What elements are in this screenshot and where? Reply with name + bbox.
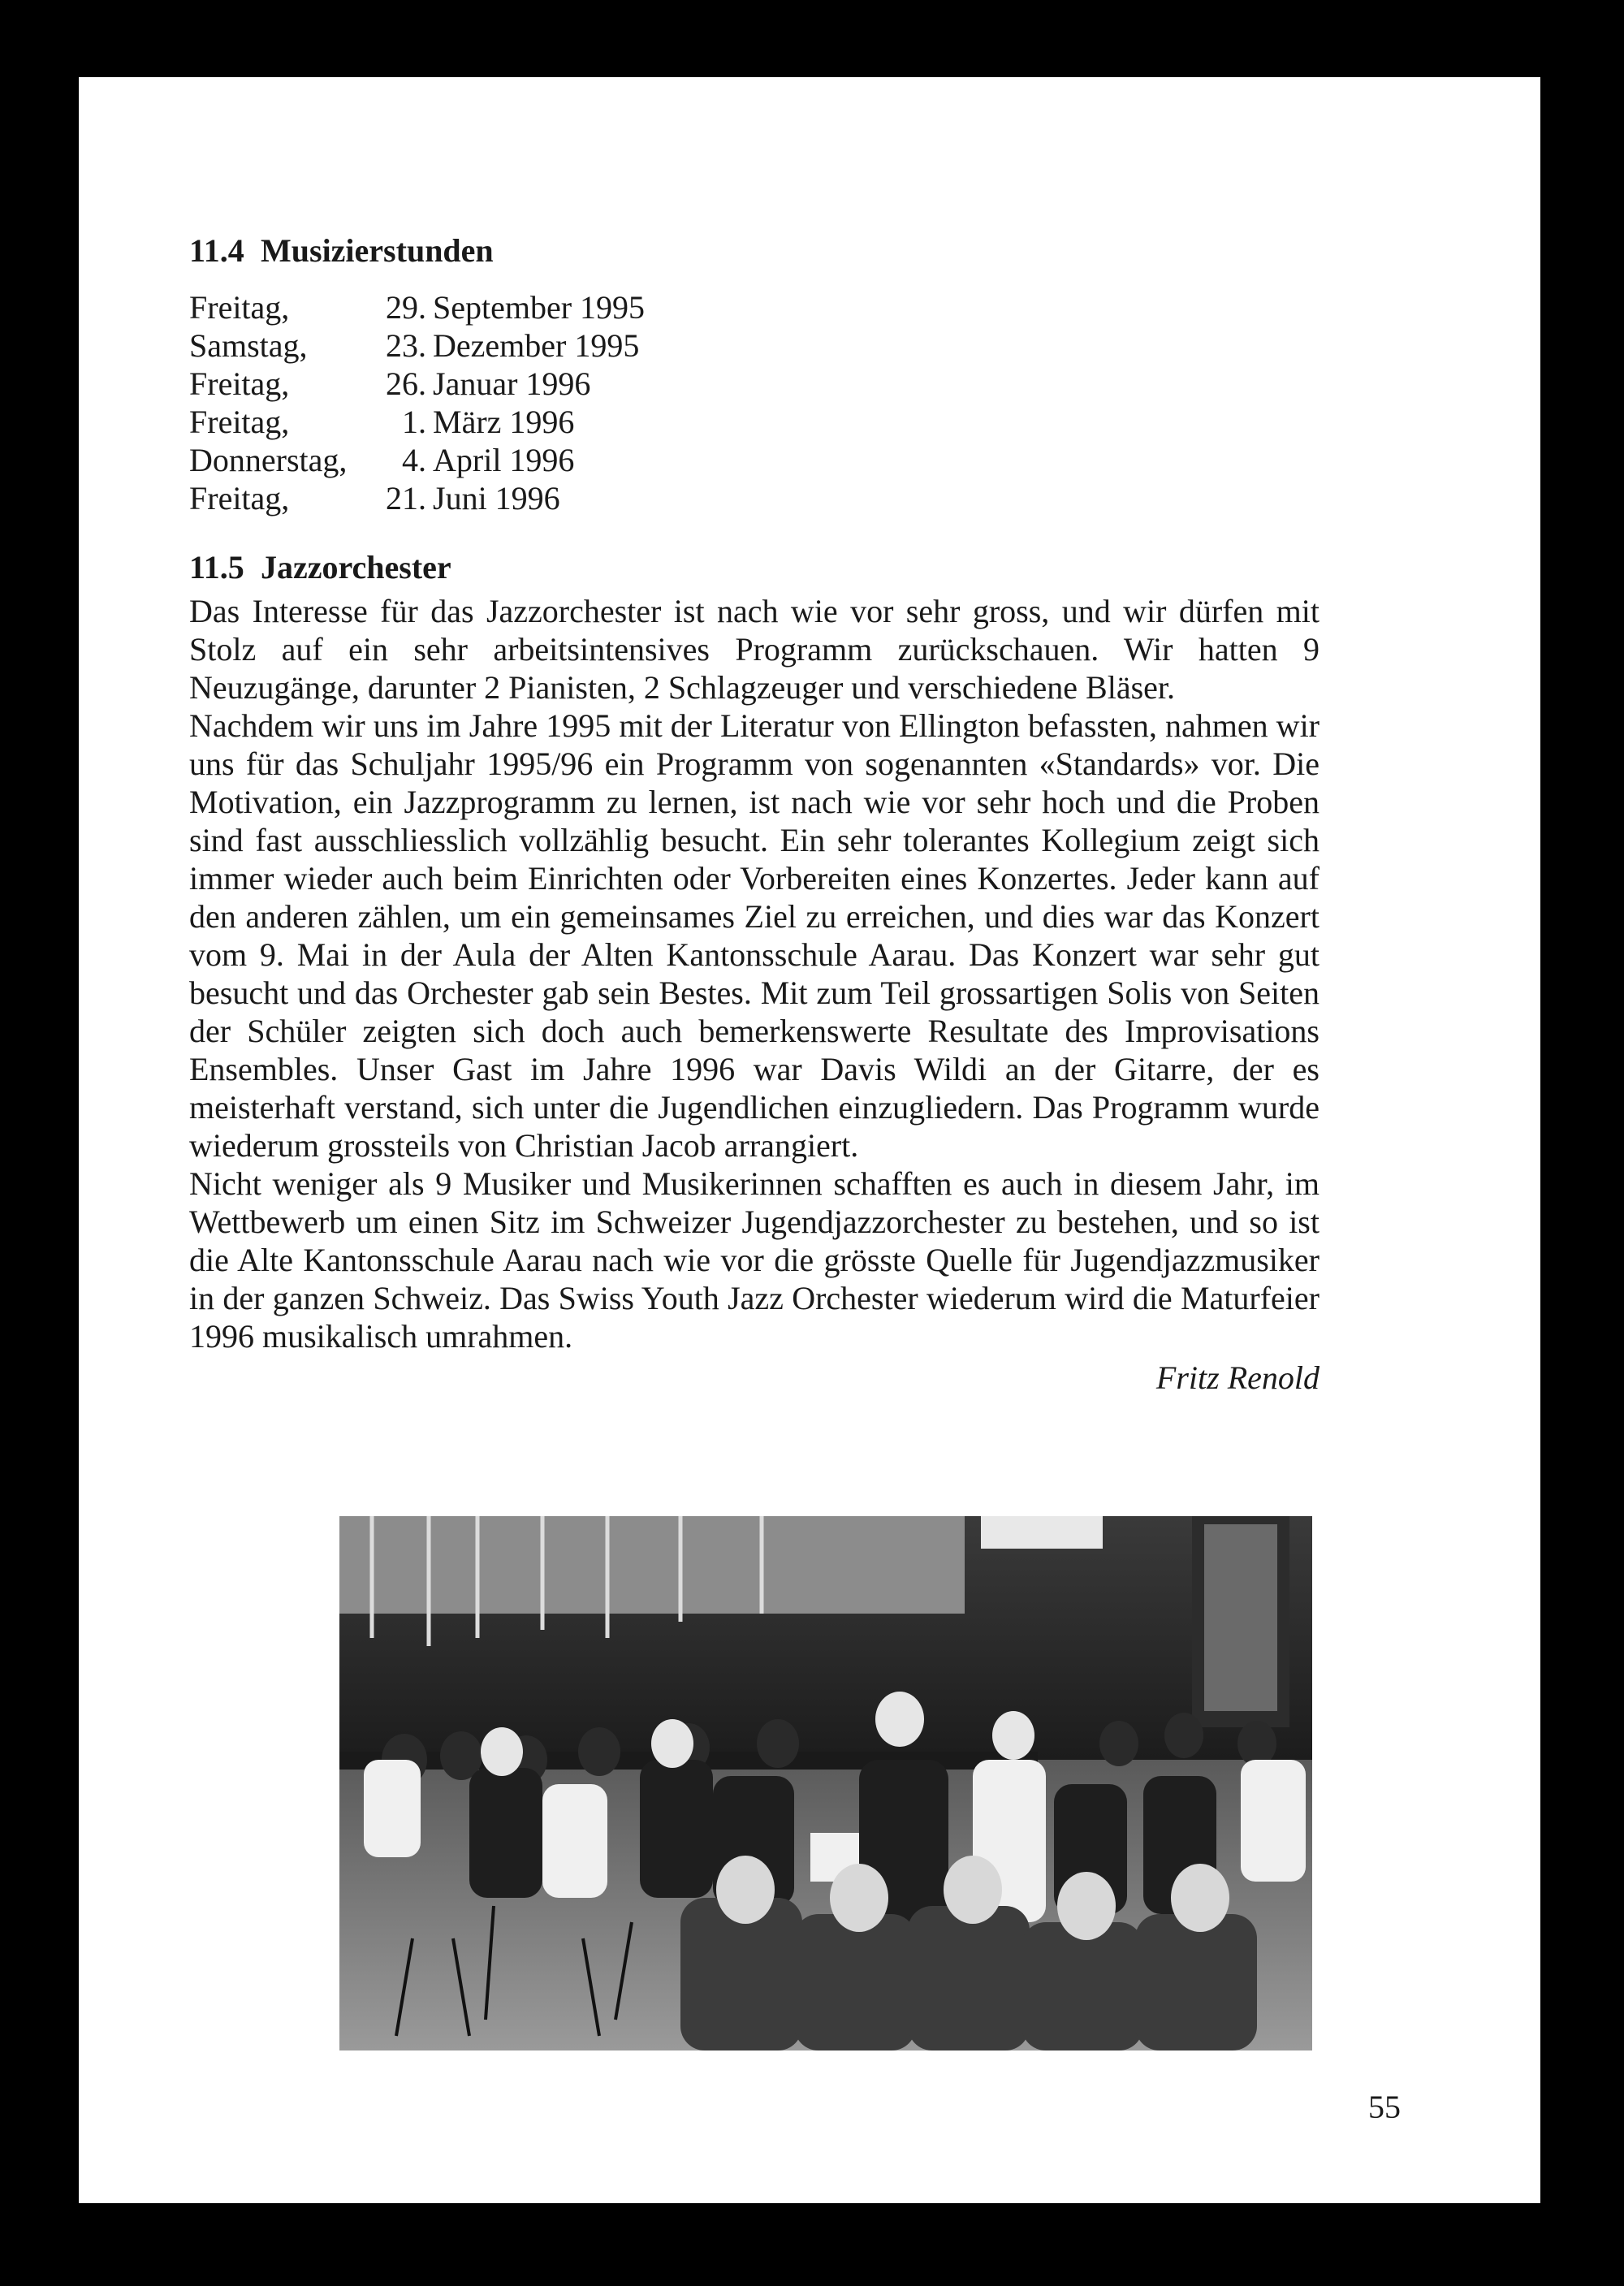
orchestra-photo [339,1516,1312,2050]
schedule-row [189,403,1320,441]
schedule-row [189,365,1320,403]
paragraph: Nachdem wir uns im Jahre 1995 mit der Literatur von Ellington befassten, nahmen wir uns für das Schuljahr 1995/96 ein Programm von sogenannten «Standards» vor. Die Motivation, ein Jazzprogramm zu lernen, ist nach wie vor sehr hoch und die Proben sind fast ausschliesslich vollzählig besucht. Ein sehr tolerantes Kollegium zeigt sich immer wieder auch beim Einrichten oder Vorbereiten eines Konzertes. Jeder kann auf den anderen zählen, um ein gemeinsames Ziel zu erreichen, und dies war das Konzert vom 9. Mai in der Aula der Alten Kantonsschule Aarau. Das Konzert war sehr gut besucht und das Orchester gab sein Bestes. Mit zum Teil grossartigen Solis von Seiten der Schüler zeigten sich doch auch bemerkenswerte Resultate des Improvisations Ensembles. Unser Gast im Jahre 1996 war Davis Wildi an der Gitarre, der es meisterhaft verstand, sich unter die Jugendlichen einzugliedern. Das Programm wurde wiederum grossteils von Christian Jacob arrangiert. [189,707,1320,1164]
document-page [79,77,1540,2203]
schedule-row [189,441,1320,479]
schedule-date-number: 1. [402,404,426,440]
paragraph: Das Interesse für das Jazzorchester ist nach wie vor sehr gross, und wir dürfen mit Stolz auf ein sehr arbeitsintensives Programm zurückschauen. Wir hatten 9 Neuzugänge, darunter 2 Pianisten, 2 Schlagzeuger und verschiedene Bläser. [189,593,1320,706]
article-body [189,592,1320,1355]
schedule-day: Freitag, [189,365,290,402]
schedule-date-number: 4. [402,442,426,478]
page-number: 55 [1368,2089,1401,2125]
author-signature: Fritz Renold [1155,1359,1320,1396]
schedule-date-number: 26. [386,365,426,402]
schedule-row [189,288,1320,326]
schedule-day: Donnerstag, [189,442,348,478]
schedule-list [189,288,1320,517]
schedule-month-year: Juni 1996 [433,480,560,516]
schedule-day: Freitag, [189,404,290,440]
paragraph: Nicht weniger als 9 Musiker und Musikerinnen schafften es auch in diesem Jahr, im Wettbewerb um einen Sitz im Schweizer Jugendjazzorchester zu bestehen, und so ist die Alte Kantonsschule Aarau nach wie vor die grösste Quelle für Jugendjazzmusiker in der ganzen Schweiz. Das Swiss Youth Jazz Orchester wiederum wird die Maturfeier 1996 musikalisch umrahmen. [189,1165,1320,1355]
schedule-month-year: März 1996 [433,404,575,440]
schedule-row [189,479,1320,517]
section-number: 11.4 [189,232,244,269]
section-title: Musizierstunden [261,232,494,269]
schedule-date-number: 21. [386,480,426,516]
section-title: Jazzorchester [261,549,451,586]
section-heading-jazzorchester [189,548,1320,587]
schedule-month-year: Januar 1996 [433,365,591,402]
schedule-row [189,326,1320,365]
page-content [189,231,1320,1397]
schedule-date-number: 23. [386,327,426,364]
schedule-day: Freitag, [189,480,290,516]
section-heading-musizierstunden [189,231,1320,270]
schedule-day: Freitag, [189,289,290,326]
schedule-month-year: Dezember 1995 [433,327,640,364]
section-number: 11.5 [189,549,244,586]
schedule-day: Samstag, [189,327,308,364]
schedule-month-year: April 1996 [433,442,575,478]
schedule-date-number: 29. [386,289,426,326]
orchestra-photo-illustration [339,1516,1312,2050]
schedule-month-year: September 1995 [433,289,646,326]
